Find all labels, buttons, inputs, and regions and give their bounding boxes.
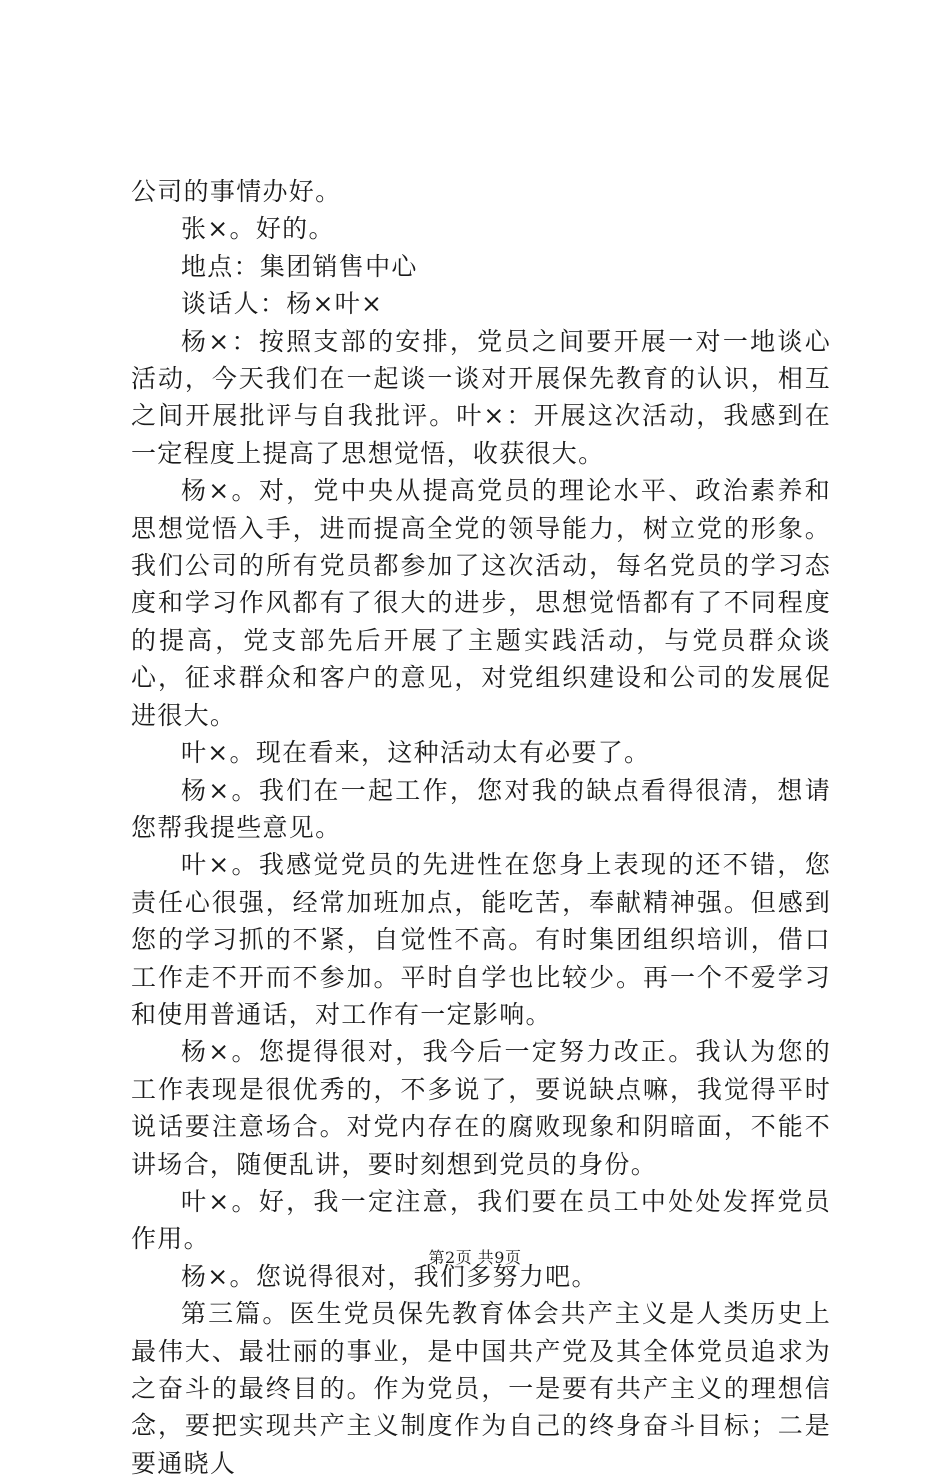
document-body (131, 173, 831, 1482)
page-number-footer: 第2页 共9页 (428, 1248, 522, 1267)
paragraph-section-three: 第三篇。医生党员保先教育体会共产主义是人类历史上最伟大、最壮丽的事业，是中国共产党及其全体党员追求为之奋斗的最终目的。作为党员，一是要有共产主义的理想信念，要把实现共产主义制度作为自己的终身奋斗目标；二是要通晓人 (131, 1299, 831, 1478)
paragraph-dialogue: 叶×。好，我一定注意，我们要在员工中处处发挥党员作用。 (131, 1186, 831, 1254)
paragraph-speakers: 谈话人：杨×叶× (181, 289, 384, 319)
paragraph-dialogue: 张×。好的。 (181, 214, 335, 244)
paragraph-continuation: 公司的事情办好。 (131, 177, 342, 206)
paragraph-location: 地点：集团销售中心 (181, 251, 418, 281)
paragraph-dialogue: 杨×：按照支部的安排，党员之间要开展一对一地谈心活动，今天我们在一起谈一谈对开展保先教育的认识，相互之间开展批评与自我批评。叶×：开展这次活动，我感到在一定程度上提高了思想觉悟，收获很大。 (131, 326, 831, 468)
paragraph-dialogue: 杨×。您提得很对，我今后一定努力改正。我认为您的工作表现是很优秀的，不多说了，要说缺点嘛，我觉得平时说话要注意场合。对党内存在的腐败现象和阴暗面，不能不讲场合，随便乱讲，要时刻想到党员的身份。 (131, 1037, 831, 1179)
paragraph-dialogue: 叶×。现在看来，这种活动太有必要了。 (181, 738, 651, 768)
paragraph-dialogue: 杨×。我们在一起工作，您对我的缺点看得很清，想请您帮我提些意见。 (131, 775, 831, 842)
paragraph-dialogue: 叶×。我感觉党员的先进性在您身上表现的还不错，您责任心很强，经常加班加点，能吃苦，奉献精神强。但感到您的学习抓的不紧，自觉性不高。有时集团组织培训，借口工作走不开而不参加。平时自学也比较少。再一个不爱学习和使用普通话，对工作有一定影响。 (131, 850, 831, 1029)
paragraph-dialogue: 杨×。您说得很对，我们多努力吧。 (181, 1261, 598, 1291)
paragraph-dialogue: 杨×。对，党中央从提高党员的理论水平、政治素养和思想觉悟入手，进而提高全党的领导能力，树立党的形象。我们公司的所有党员都参加了这次活动，每名党员的学习态度和学习作风都有了很大的进步，思想觉悟都有了不同程度的提高，党支部先后开展了主题实践活动，与党员群众谈心，征求群众和客户的意见，对党组织建设和公司的发展促进很大。 (131, 476, 831, 730)
